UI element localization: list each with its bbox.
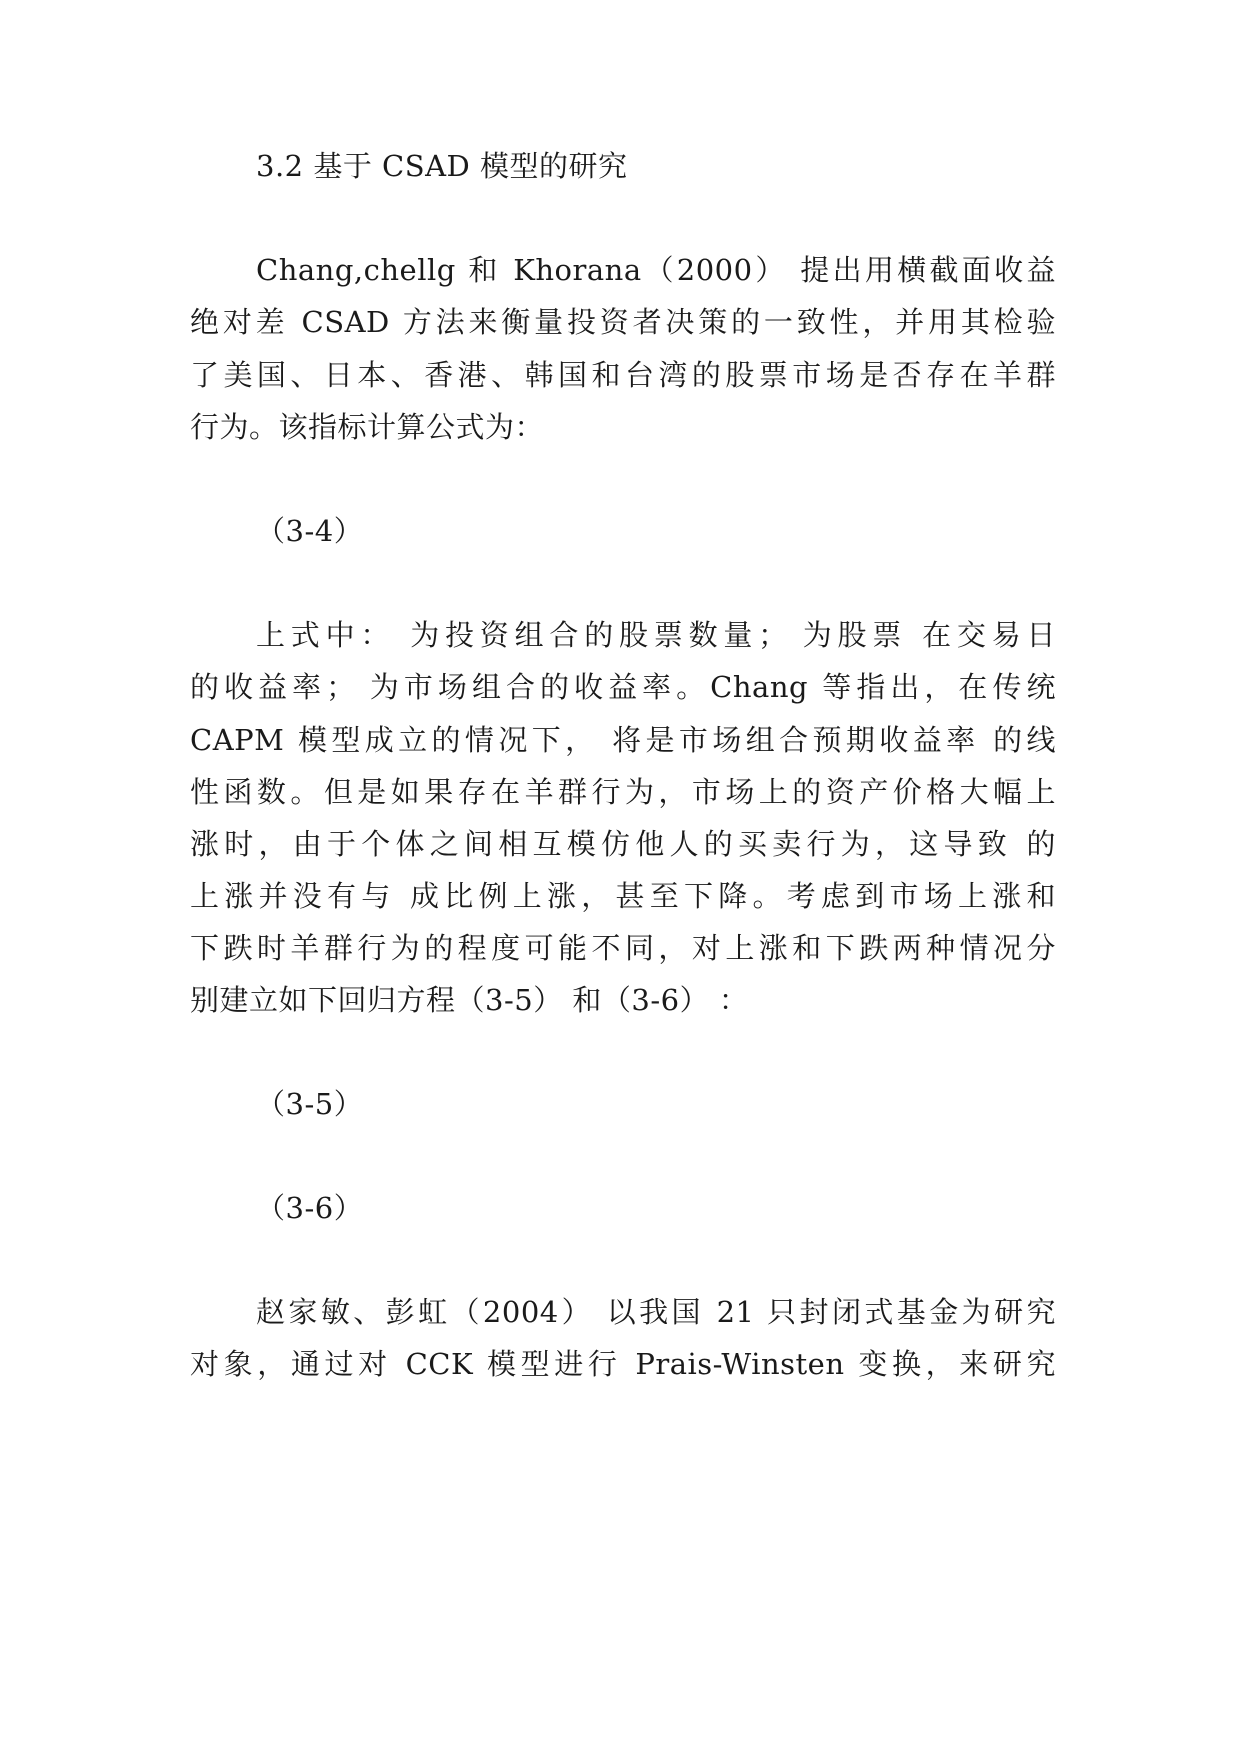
paragraph1-line-4: 行为。该指标计算公式为： [190, 410, 545, 444]
section-heading: 3.2 基于 CSAD 模型的研究 [256, 149, 628, 183]
paragraph3-line-1: 赵家敏、彭虹（2004） 以我国 21 只封闭式基金为研究 [256, 1295, 1056, 1329]
paragraph1-line-3: 了美国、日本、香港、韩国和台湾的股票市场是否存在羊群 [190, 358, 1056, 392]
paragraph2-line-8: 别建立如下回归方程（3-5） 和（3-6） ： [190, 983, 749, 1017]
paragraph2-line-1: 上式中： 为投资组合的股票数量； 为股票 在交易日 [256, 618, 1056, 652]
paragraph2-line-6: 上涨并没有与 成比例上涨，甚至下降。考虑到市场上涨和 [190, 879, 1056, 913]
paragraph1-line-2: 绝对差 CSAD 方法来衡量投资者决策的一致性，并用其检验 [190, 305, 1056, 339]
paragraph2-line-7: 下跌时羊群行为的程度可能不同，对上涨和下跌两种情况分 [190, 931, 1056, 965]
equation-number-3-5: （3-5） [256, 1087, 364, 1121]
paragraph2-line-5: 涨时，由于个体之间相互模仿他人的买卖行为，这导致 的 [190, 827, 1056, 861]
paragraph1-line-1: Chang,chellg 和 Khorana（2000） 提出用横截面收益 [256, 253, 1056, 287]
paragraph3-line-2: 对象，通过对 CCK 模型进行 Prais-Winsten 变换，来研究 [190, 1347, 1056, 1381]
paragraph2-line-2: 的收益率； 为市场组合的收益率。Chang 等指出，在传统 [190, 670, 1056, 704]
paragraph2-line-4: 性函数。但是如果存在羊群行为，市场上的资产价格大幅上 [190, 775, 1056, 809]
paragraph2-line-3: CAPM 模型成立的情况下， 将是市场组合预期收益率 的线 [190, 723, 1056, 757]
equation-number-3-4: （3-4） [256, 514, 364, 548]
equation-number-3-6: （3-6） [256, 1191, 364, 1225]
